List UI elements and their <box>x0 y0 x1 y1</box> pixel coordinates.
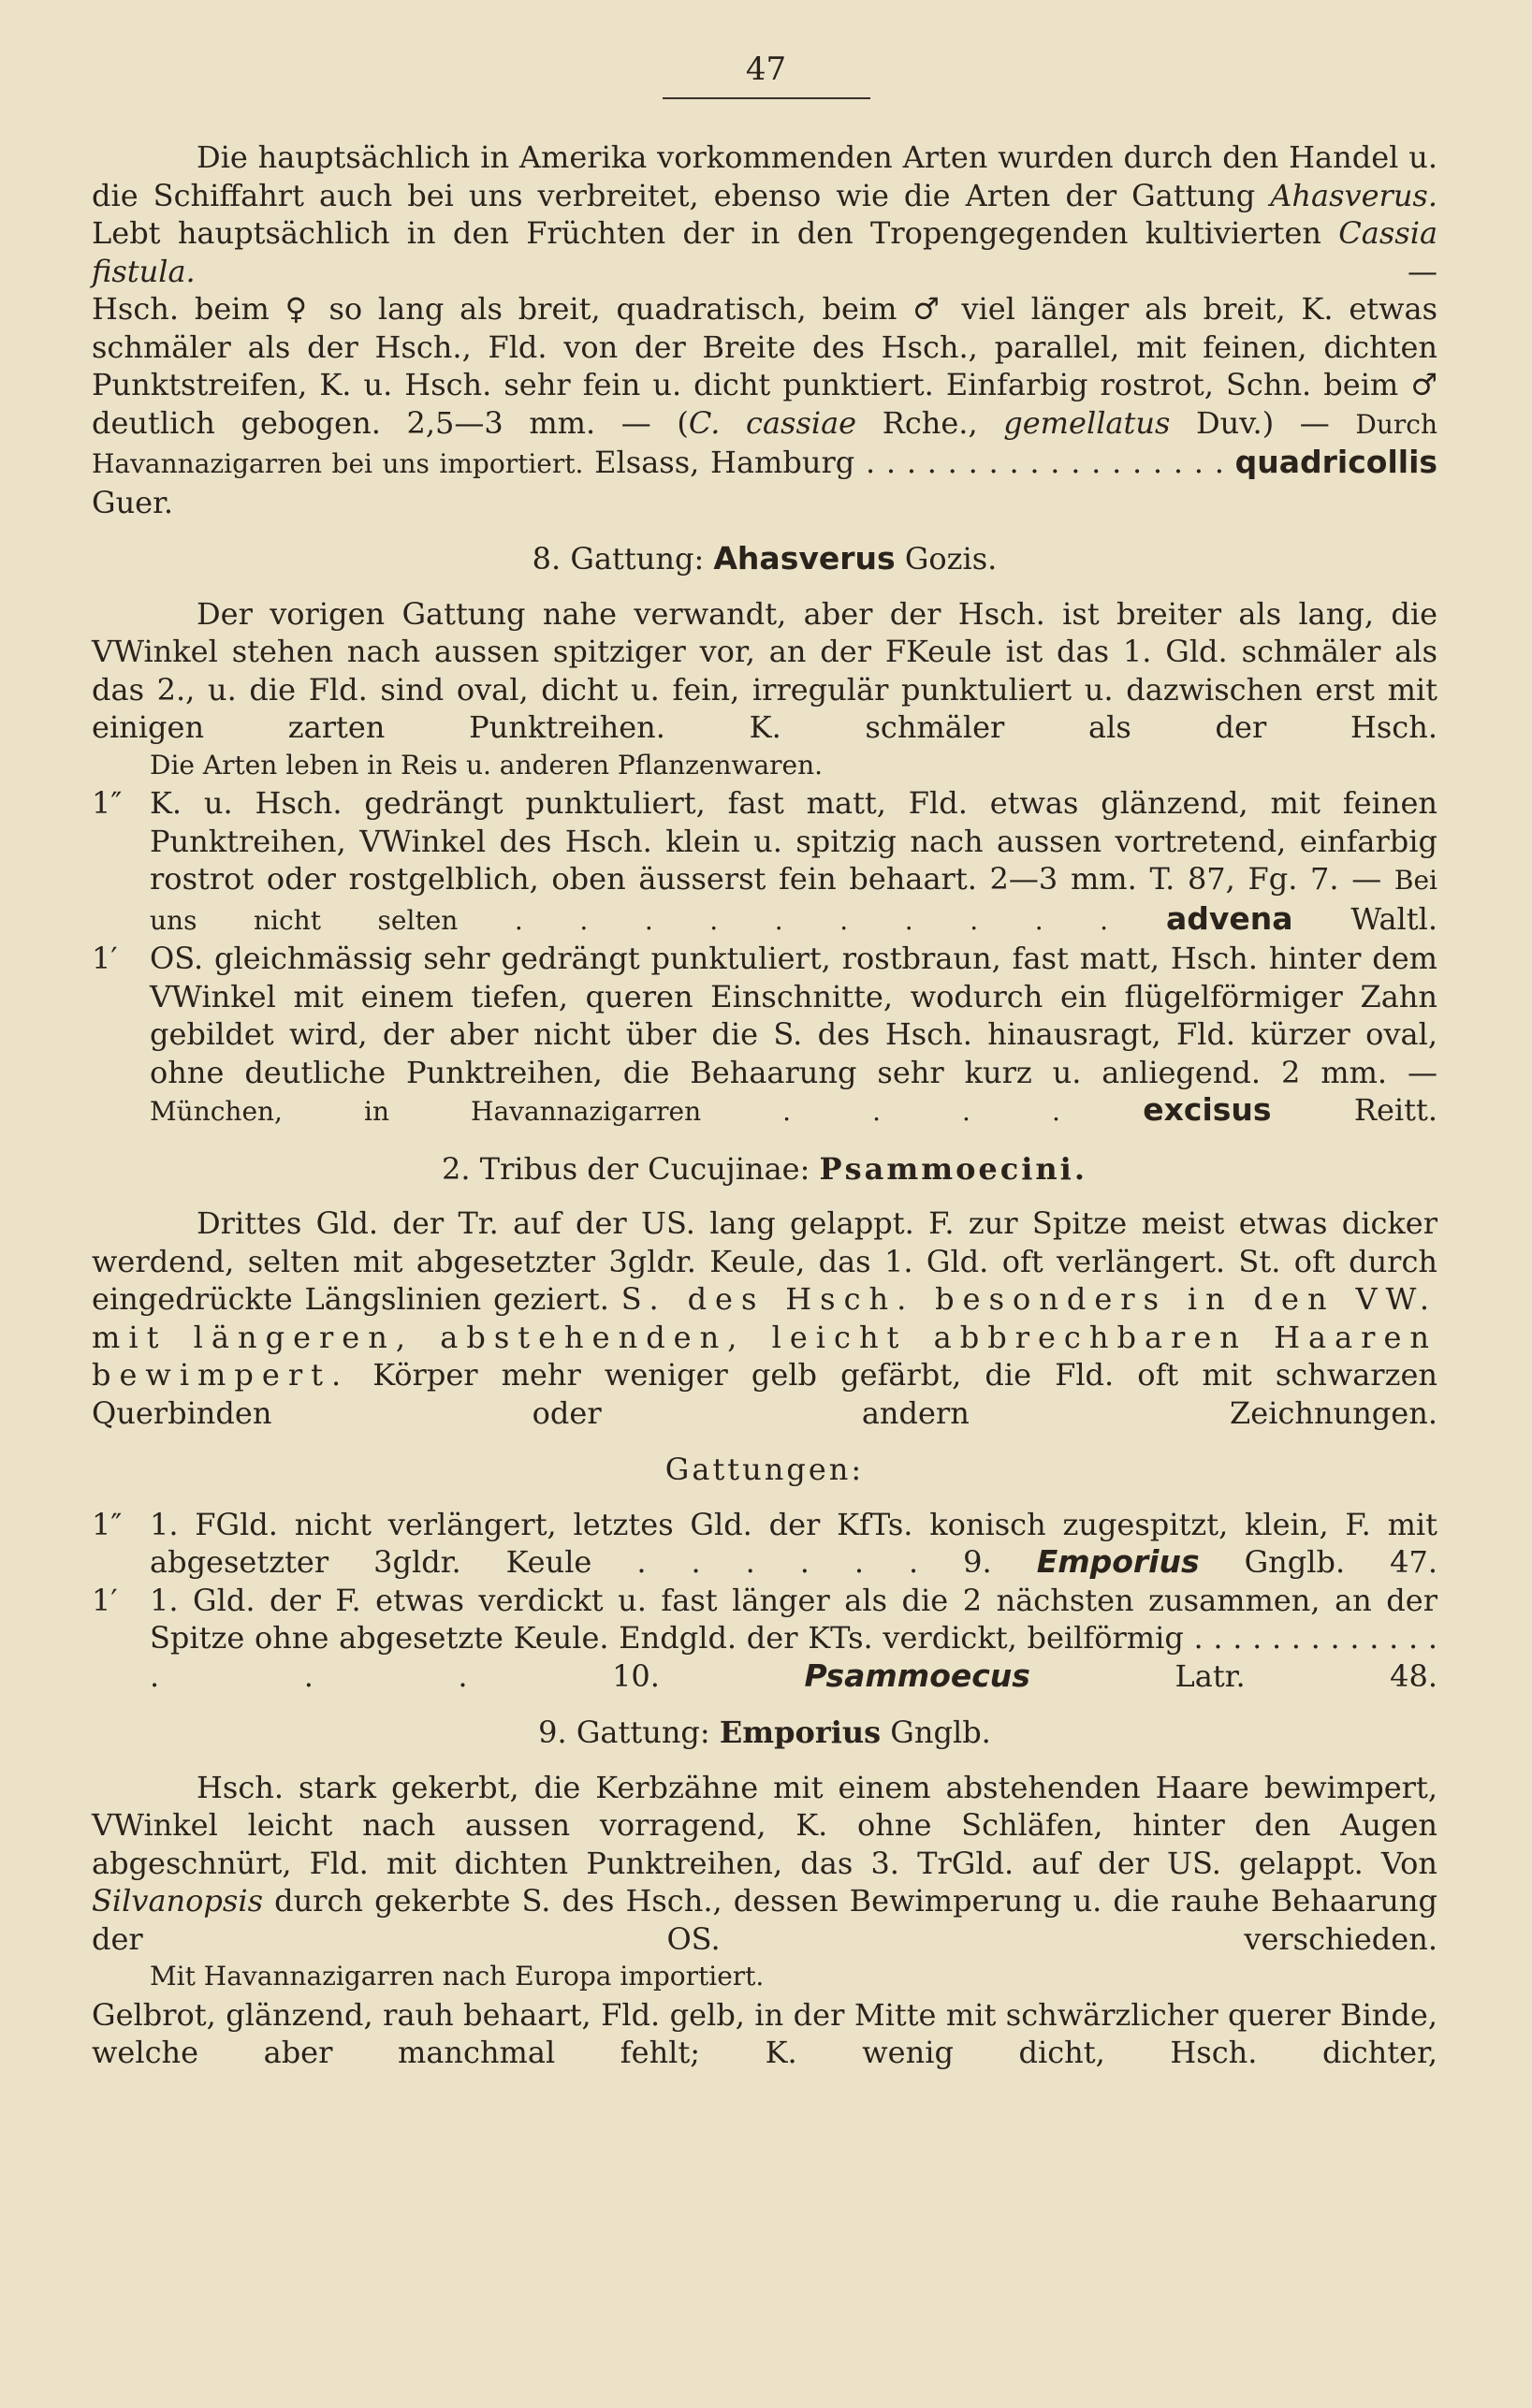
genus-heading-ahasverus: 8. Gattung: Ahasverus Gozis. <box>532 540 998 576</box>
genus-note: Die Arten leben in Reis u. anderen Pflanzenwaren. <box>150 749 824 781</box>
species-name: excisus <box>1143 1091 1272 1128</box>
species-description-quadricollis: Hsch. beim ♀ so lang als breit, quadratisch, beim ♂ viel länger als breit, K. etwas schmäler als der Hsch., Fld. von der Breite des Hsch., parallel, mit feinen, dichten Punktstreifen, K. u. Hsch. sehr fein u. dicht punktiert. Einfarbig rostrot, Schn. beim ♂ deutlich gebogen. 2,5—3 mm. — (C. cassiae Rche., gemellatus Duv.) — Durch Havannazigarren bei uns importiert. Elsass, Hamburg . . . . . . . . . . . . . . . . . . quadricollis Guer. <box>92 291 1438 520</box>
header-rule <box>663 97 870 99</box>
host-plant-ref: Cassia fistula. <box>92 215 1438 289</box>
genus-description: Hsch. stark gekerbt, die Kerbzähne mit einem abstehenden Haare bewimpert, VWinkel leicht nach aussen vorragend, K. ohne Schläfen, hinter den Augen abgeschnürt, Fld. mit dichten Punktreihen, das 3. TrGld. auf der US. gelappt. Von Silvanopsis durch gekerbte S. des Hsch., dessen Bewimperung u. die rauhe Behaarung der OS. verschieden. <box>92 1769 1438 1957</box>
key-entry: 1″ 1. FGld. nicht verlängert, letztes Gld. der KfTs. konisch zugespitzt, klein, F. mit abgesetzter 3gldr. Keule . . . . . . 9. Emporius Gnglb. 47. <box>92 1506 1438 1580</box>
tribe-description: Drittes Gld. der Tr. auf der US. lang gelappt. F. zur Spitze meist etwas dicker werdend, selten mit abgesetzter 3gldr. Keule, das 1. Gld. oft verlängert. St. oft durch eingedrückte Längslinien geziert. S. des Hsch. besonders in den VW. mit längeren, abstehenden, leicht abbrechbaren Haaren bewimpert. Körper mehr weniger gelb gefärbt, die Fld. oft mit schwarzen Querbinden oder andern Zeichnungen. <box>92 1205 1438 1431</box>
genera-heading: Gattungen: <box>664 1452 865 1487</box>
species-description: Gelbrot, glänzend, rauh behaart, Fld. gelb, in der Mitte mit schwärzlicher querer Binde, welche aber manchmal fehlt; K. wenig dicht, Hsch. dichter, <box>92 1996 1437 2070</box>
species-name: advena <box>1165 899 1293 937</box>
key-entry: 1′ OS. gleichmässig sehr gedrängt punktuliert, rostbraun, fast matt, Hsch. hinter dem VWinkel mit einem tiefen, queren Einschnitte, wodurch ein flügelförmiger Zahn gebildet wird, der aber nicht über die S. des Hsch. hinausragt, Fld. kürzer oval, ohne deutliche Punktreihen, die Behaarung sehr kurz u. anliegend. 2 mm. — München, in Havannazigarren . . . . excisus Reitt. <box>92 941 1438 1128</box>
genus-heading-emporius: 9. Gattung: Emporius Gnglb. <box>538 1715 991 1750</box>
species-name: quadricollis <box>1234 444 1438 480</box>
genus-name: Psammoecus <box>804 1656 1030 1694</box>
key-entry: 1″ K. u. Hsch. gedrängt punktuliert, fast matt, Fld. etwas glänzend, mit feinen Punktreihen, VWinkel des Hsch. klein u. spitzig nach aussen vortretend, einfarbig rostrot oder rostgelblich, oben äusserst fein behaart. 2—3 mm. T. 87, Fg. 7. — Bei uns nicht selten . . . . . . . . . . advena Waltl. <box>92 785 1438 937</box>
genus-ref-ahasverus: Ahasverus. <box>1270 177 1438 213</box>
key-entry: 1′ 1. Gld. der F. etwas verdickt u. fast länger als die 2 nächsten zusammen, an der Spitze ohne abgesetzte Keule. Endgld. der KTs. verdickt, beilförmig . . . . . . . . . . . . . . . . 10. Psammoecus Latr. 48. <box>92 1582 1438 1694</box>
genus-name: Emporius <box>1036 1543 1200 1580</box>
tribe-heading: 2. Tribus der Cucujinae: Psammoecini. <box>442 1150 1087 1187</box>
page-content <box>92 139 1437 2072</box>
intro-paragraph: Die hauptsächlich in Amerika vorkommenden Arten wurden durch den Handel u. die Schiffahrt auch bei uns verbreitet, ebenso wie die Arten der Gattung Ahasverus. Lebt hauptsächlich in den Früchten der in den Tropengegenden kultivierten Cassia fistula. — <box>92 139 1438 289</box>
genus-description: Der vorigen Gattung nahe verwandt, aber der Hsch. ist breiter als lang, die VWinkel stehen nach aussen spitziger vor, an der FKeule ist das 1. Gld. schmäler als das 2., u. die Fld. sind oval, dicht u. fein, irregulär punktuliert u. dazwischen erst mit einigen zarten Punktreihen. K. schmäler als der Hsch. <box>92 595 1437 745</box>
genus-note: Mit Havannazigarren nach Europa importiert. <box>150 1961 765 1992</box>
page-number: 47 <box>745 51 787 88</box>
